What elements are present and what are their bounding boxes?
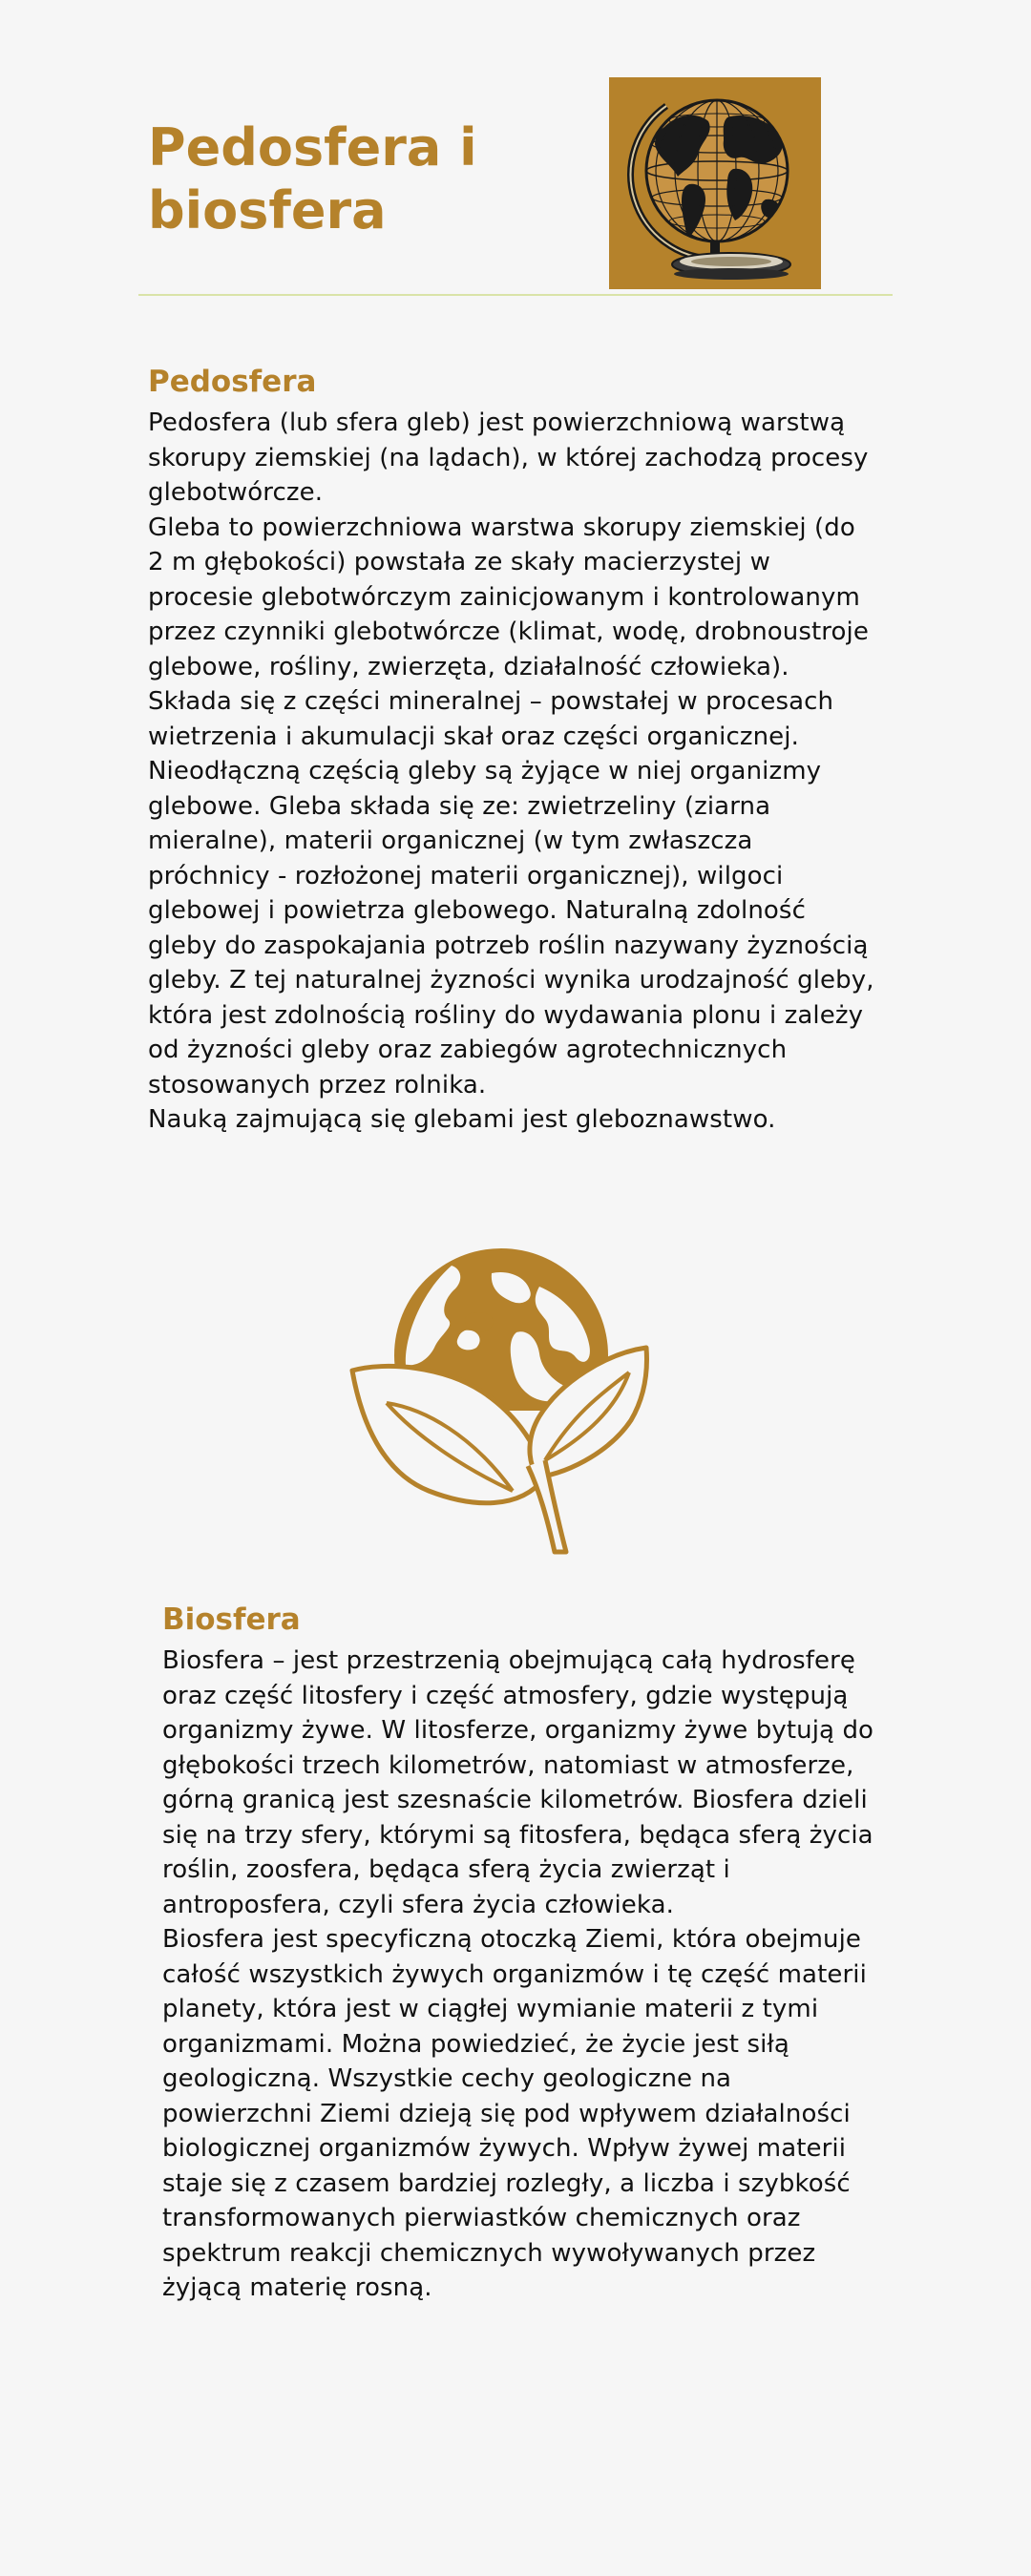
biosfera-paragraph: Biosfera jest specyficzną otoczką Ziemi, która obejmuje całość wszystkich żywych organizmów i tę część materii planety, która jest w ciągłej wymianie materii z tymi organizmami. Można powiedzieć, że życie jest siłą geologiczną. Wszystkie cechy geologiczne na powierzchni Ziemi dzieją się pod wpływem działalności biologicznej organizmów żywych. Wpływ żywej materii staje się z czasem bardziej rozległy, a liczba i szybkość transformowanych pierwiastków chemicznych oraz spektrum reakcji chemicznych wywoływanych przez żyjącą materię rosną. — [162, 1925, 867, 2302]
pedosfera-heading: Pedosfera — [148, 365, 317, 399]
biosfera-heading: Biosfera — [162, 1602, 301, 1637]
pedosfera-paragraph: Gleba to powierzchniowa warstwa skorupy ziemskiej (do 2 m głębokości) powstała ze skały macierzystej w procesie glebotwórczym zainicjowanym i kontrolowanym przez czynniki glebotwórcze (klimat, wodę, drobnoustroje glebowe, rośliny, zwierzęta, działalność człowieka). Składa się z części mineralnej – powstałej w procesach wietrzenia i akumulacji skał oraz części organicznej. Nieodłączną częścią gleby są żyjące w niej organizmy glebowe. Gleba składa się ze: zwietrzeliny (ziarna mieralne), materii organicznej (w tym zwłaszcza próchnicy - rozłożonej materii organicznej), wilgoci glebowej i powietrza glebowego. Naturalną zdolność gleby do zaspokajania potrzeb roślin nazywany żyznością gleby. Z tej naturalnej żyzności wynika urodzajność gleby, która jest zdolnością rośliny do wydawania plonu i zależy od żyzności gleby oraz zabiegów agrotechnicznych stosowanych przez rolnika. — [148, 513, 874, 1100]
pedosfera-text — [148, 406, 878, 1138]
biosfera-paragraph: Biosfera – jest przestrzenią obejmującą całą hydrosferę oraz część litosfery i część atmosfery, gdzie występują organizmy żywe. W litosferze, organizmy żywe bytują do głębokości trzech kilometrów, natomiast w atmosferze, górną granicą jest szesnaście kilometrów. Biosfera dzieli się na trzy sfery, którymi są fitosfera, będąca sferą życia roślin, zoosfera, będąca sferą życia zwierząt i antroposfera, czyli sfera życia człowieka. — [162, 1646, 874, 1919]
pedosfera-paragraph: Pedosfera (lub sfera gleb) jest powierzchniową warstwą skorupy ziemskiej (na lądach), w której zachodzą procesy glebotwórcze. — [148, 408, 869, 507]
pedosfera-paragraph: Nauką zajmującą się glebami jest gleboznawstwo. — [148, 1105, 776, 1134]
biosfera-text — [162, 1644, 883, 2306]
globe-with-leaves-icon — [348, 1248, 654, 1556]
page-title: Pedosfera i biosfera — [148, 117, 477, 241]
globe-on-stand-icon — [609, 77, 821, 289]
header-divider — [138, 294, 893, 296]
